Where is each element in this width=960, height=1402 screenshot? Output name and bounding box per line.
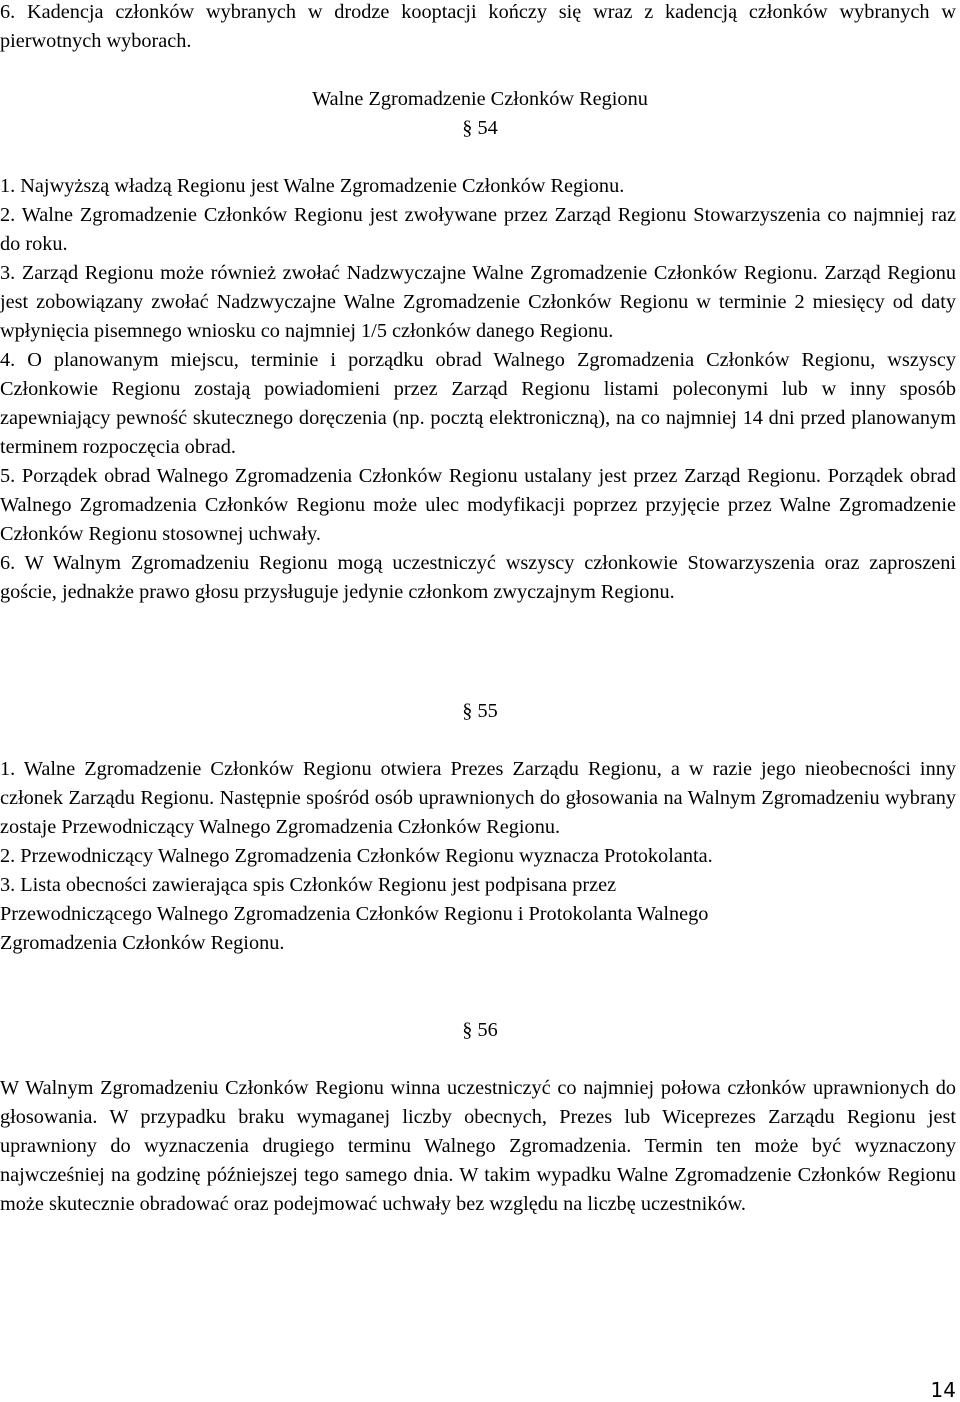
paragraph-56-body [0, 1074, 956, 1219]
s54-item-3: 3. Zarząd Regionu może również zwołać Nadzwyczajne Walne Zgromadzenie Członków Regionu. Zarząd Regionu jest zobowiązany zwołać Nadzwyczajne Walne Zgromadzenie Członków Regionu w terminie 2 miesięcy od daty wpłynięcia pisemnego wniosku co najmniej 1/5 członków danego Regionu. [0, 262, 956, 342]
s54-item-4: 4. O planowanym miejscu, terminie i porządku obrad Walnego Zgromadzenia Członków Regionu, wszyscy Członkowie Regionu zostają powiadomieni przez Zarząd Regionu listami poleconymi lub w inny sposób zapewniający pewność skutecznego doręczenia (np. pocztą elektroniczną), na co najmniej 14 dni przed planowanym terminem rozpoczęcia obrad. [0, 349, 956, 458]
paragraph-54-heading: § 54 [462, 117, 498, 139]
s55-item-1: 1. Walne Zgromadzenie Członków Regionu otwiera Prezes Zarządu Regionu, a w razie jego nieobecności inny członek Zarządu Regionu. Następnie spośród osób uprawnionych do głosowania na Walnym Zgromadzeniu wybrany zostaje Przewodniczący Walnego Zgromadzenia Członków Regionu. [0, 758, 956, 838]
paragraph-55-body [0, 755, 956, 958]
s55-item-3-line-1: 3. Lista obecności zawierająca spis Członków Regionu jest podpisana przez [0, 874, 617, 896]
s56-text: W Walnym Zgromadzeniu Członków Regionu winna uczestniczyć co najmniej połowa członków uprawnionych do głosowania. W przypadku braku wymaganej liczby obecnych, Prezes lub Wiceprezes Zarządu Regionu jest uprawniony do wyznaczenia drugiego terminu Walnego Zgromadzenia. Termin ten może być wyznaczony najwcześniej na godzinę późniejszej tego samego dnia. W takim wypadku Walne Zgromadzenie Członków Regionu może skutecznie obradować oraz podejmować uchwały bez względu na liczbę uczestników. [0, 1077, 956, 1215]
paragraph-54-body [0, 172, 956, 607]
intro-paragraph [0, 0, 956, 56]
s54-item-2: 2. Walne Zgromadzenie Członków Regionu jest zwoływane przez Zarząd Regionu Stowarzyszenia co najmniej raz do roku. [0, 204, 956, 255]
s54-item-1: 1. Najwyższą władzą Regionu jest Walne Zgromadzenie Członków Regionu. [0, 175, 625, 197]
s55-item-2: 2. Przewodniczący Walnego Zgromadzenia Członków Regionu wyznacza Protokolanta. [0, 845, 713, 867]
s54-item-6: 6. W Walnym Zgromadzeniu Regionu mogą uczestniczyć wszyscy członkowie Stowarzyszenia oraz zaproszeni goście, jednakże prawo głosu przysługuje jedynie członkom zwyczajnym Regionu. [0, 552, 956, 603]
paragraph-55-heading: § 55 [462, 700, 498, 722]
s55-item-3-line-2: Przewodniczącego Walnego Zgromadzenia Członków Regionu i Protokolanta Walnego [0, 903, 709, 925]
page-number: 14 [930, 1378, 956, 1402]
intro-item-6: 6. Kadencja członków wybranych w drodze kooptacji kończy się wraz z kadencją członków wybranych w pierwotnych wyborach. [0, 1, 956, 52]
s55-item-3-line-3: Zgromadzenia Członków Regionu. [0, 932, 285, 954]
paragraph-56-heading: § 56 [462, 1019, 498, 1041]
s54-item-5: 5. Porządek obrad Walnego Zgromadzenia Członków Regionu ustalany jest przez Zarząd Regionu. Porządek obrad Walnego Zgromadzenia Członków Regionu może ulec modyfikacji poprzez przyjęcie przez Walne Zgromadzenie Członków Regionu stosownej uchwały. [0, 465, 956, 545]
section-title: Walne Zgromadzenie Członków Regionu [312, 88, 648, 110]
